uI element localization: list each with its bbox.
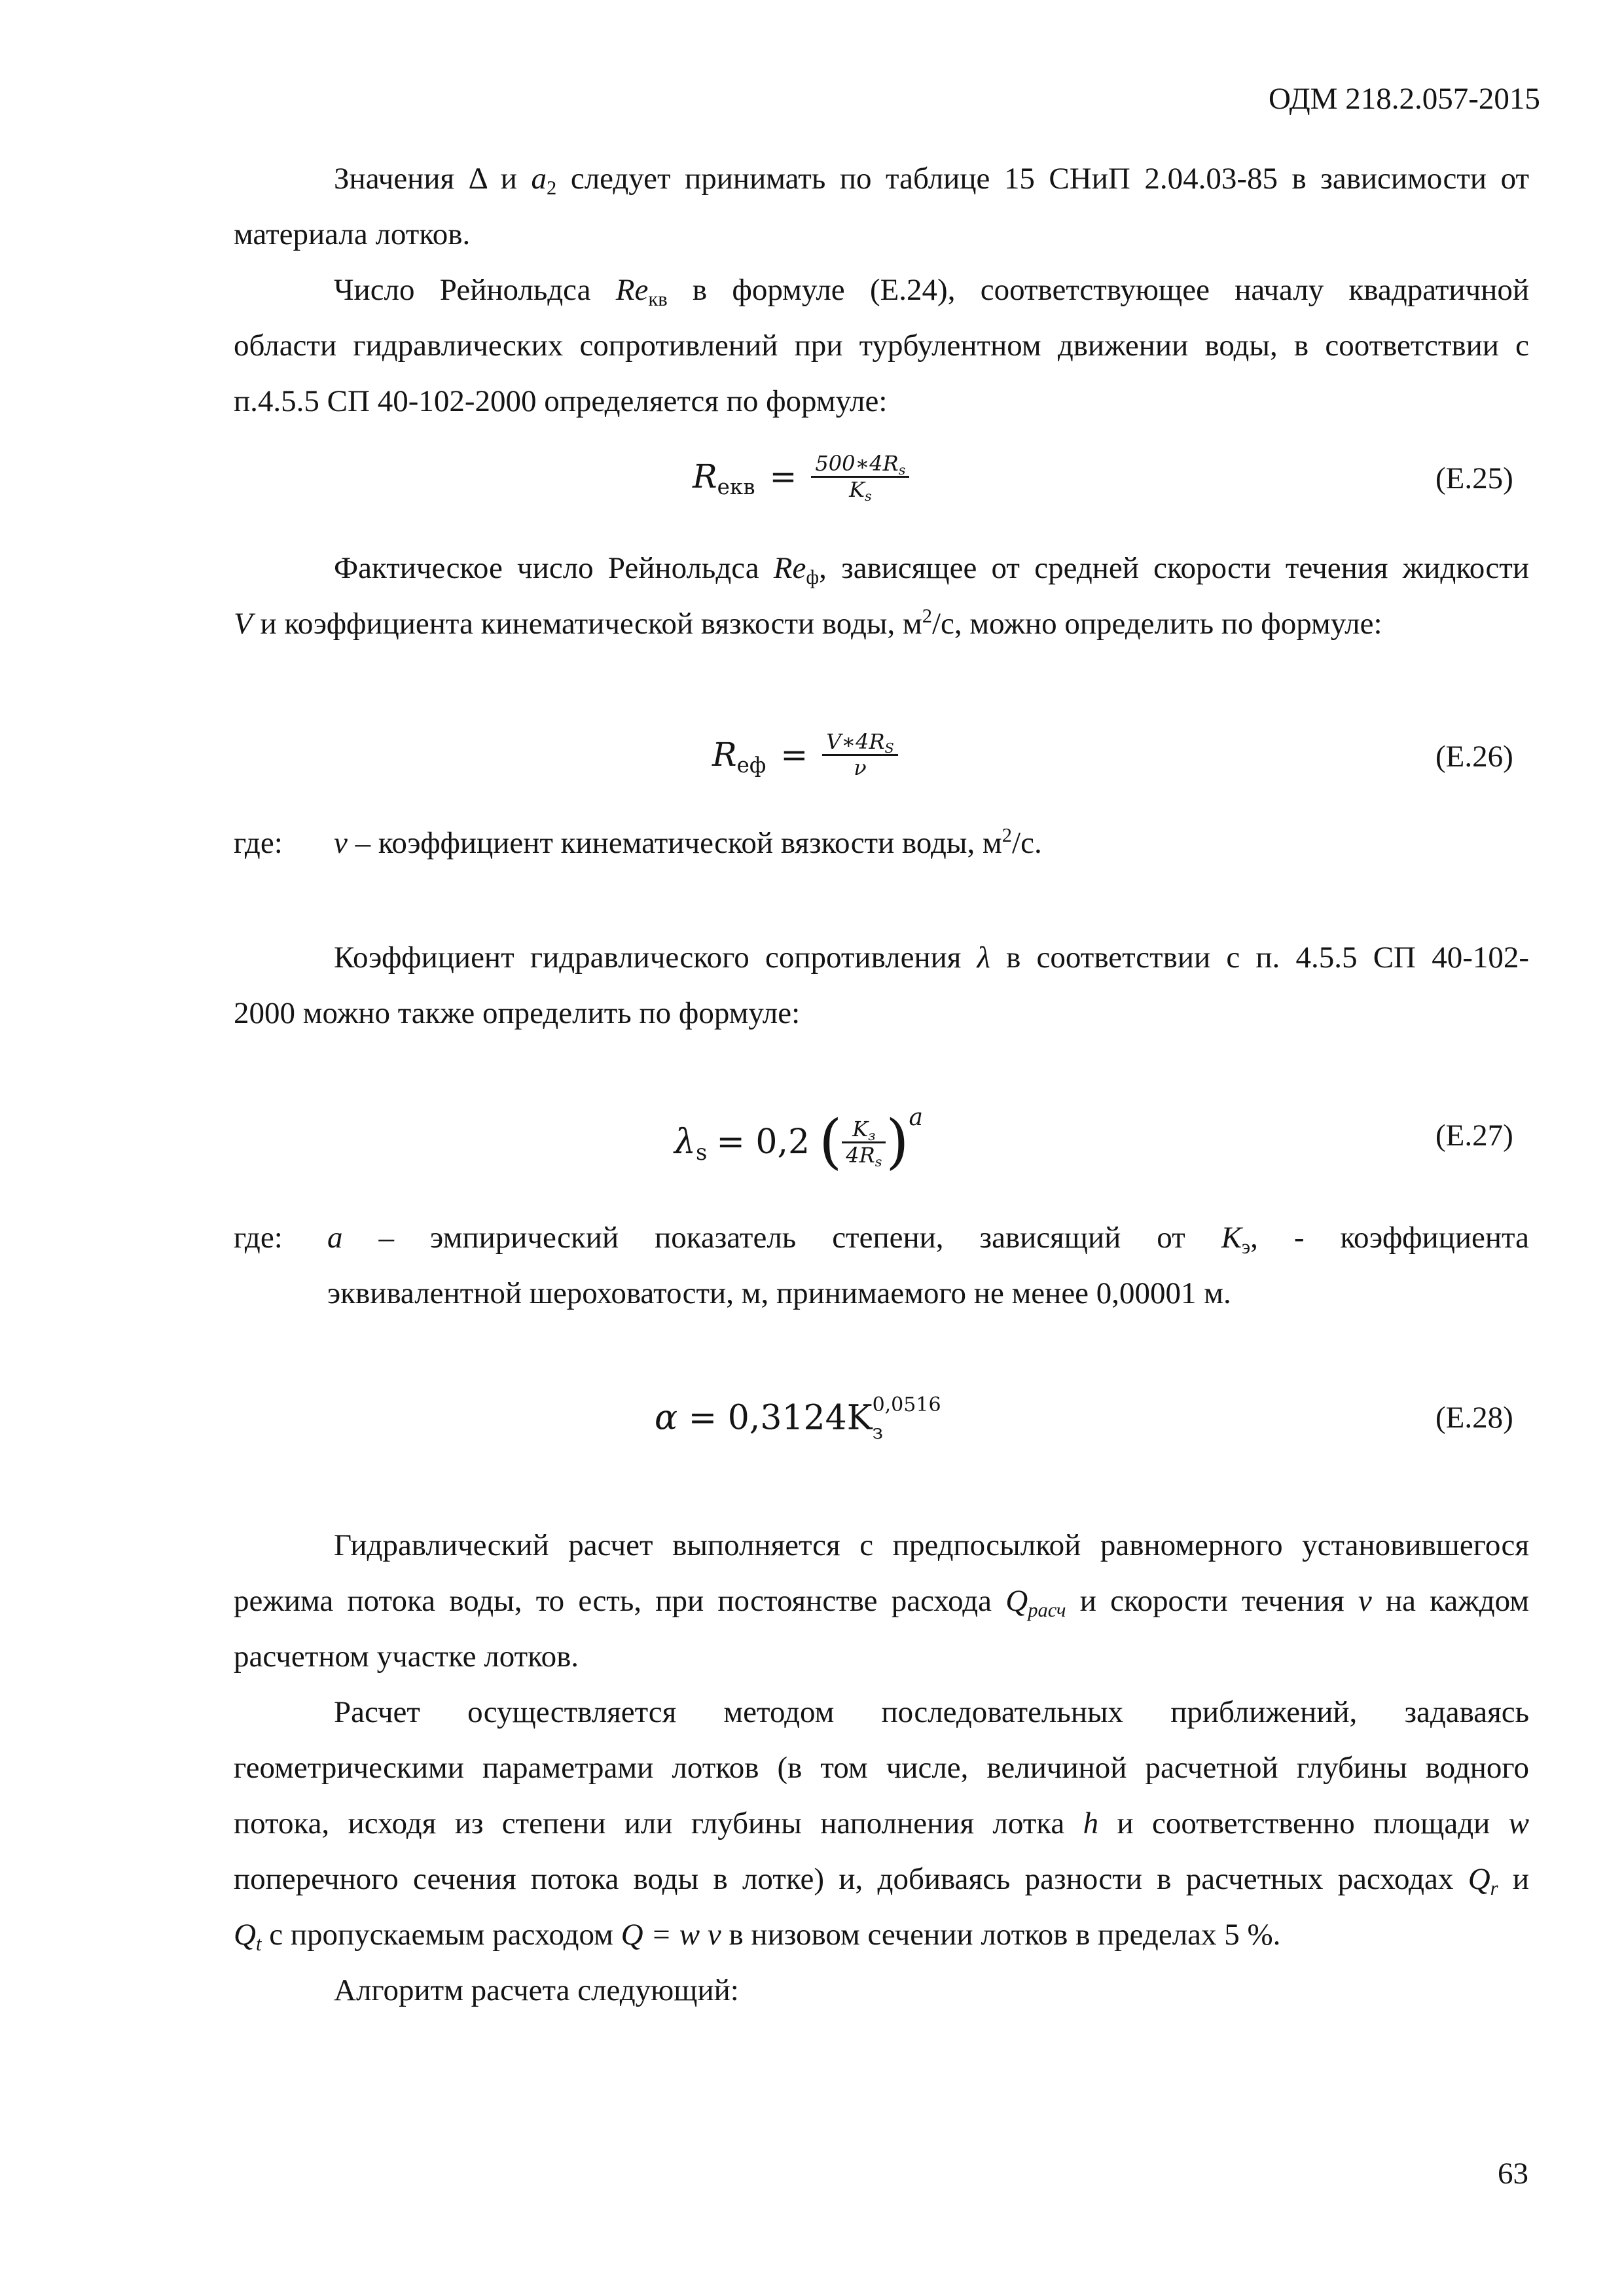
text: , зависящее от средней скорости течения жидкости — [819, 551, 1529, 585]
numerator: $500∗4R_s$ — [815, 451, 906, 478]
exponent: a — [909, 1103, 923, 1131]
equation-number-e25: (Е.25) — [1435, 461, 1513, 495]
where-definition-2-line-1 — [327, 1221, 1529, 1259]
equation-rhs: = 0,2 — [716, 1122, 810, 1162]
equation-e26 — [712, 730, 898, 780]
text: Значения Δ и — [334, 162, 532, 196]
paragraph-6-line-2: геометрическими параметрами лотков (в том числе, величиной расчетной глубины водного — [234, 1751, 1529, 1785]
text: /с. — [1012, 826, 1042, 860]
denominator: $4R_s$ — [846, 1142, 882, 1170]
text: /с, можно определить по формуле: — [931, 607, 1382, 641]
denominator: ν — [854, 755, 867, 780]
text: , - коэффициента — [1250, 1221, 1529, 1255]
parenthesized-fraction — [819, 1103, 923, 1176]
variable: V — [234, 607, 253, 641]
text: потока, исходя из степени или глубины наполнения лотка — [234, 1806, 1083, 1840]
variable: Re — [615, 273, 649, 307]
equation-lhs: $R_{eкв}$ — [693, 457, 755, 500]
text: следует принимать по таблице 15 СНиП 2.04.03-85 в зависимости от — [556, 162, 1529, 196]
paragraph-2-line-1 — [334, 273, 1529, 311]
text: в низовом сечении лотков в пределах 5 %. — [721, 1918, 1281, 1952]
equation-number-e27: (Е.27) — [1435, 1119, 1513, 1153]
where-label-1: где: — [234, 826, 283, 860]
text: режима потока воды, то есть, при постоянстве расхода — [234, 1584, 1006, 1618]
paragraph-3-line-1 — [334, 551, 1529, 589]
paragraph-2-line-3: п.4.5.5 СП 40-102-2000 определяется по формуле: — [234, 384, 888, 418]
text: и скорости течения — [1066, 1584, 1358, 1618]
equation-rhs: = 0,3124K — [688, 1398, 873, 1438]
paragraph-7-line-1: Алгоритм расчета следующий: — [334, 1973, 739, 2007]
fraction — [842, 1117, 886, 1168]
variable: Q — [1468, 1862, 1490, 1896]
subscript: ф — [806, 566, 820, 589]
paragraph-1-line-2: материала лотков. — [234, 217, 471, 251]
paragraph-5-line-2 — [234, 1584, 1529, 1622]
text: и коэффициента кинематической вязкости воды, м — [252, 607, 922, 641]
equals-sign: = — [780, 736, 808, 774]
left-paren: ( — [819, 1107, 842, 1176]
variable: λ — [977, 941, 990, 975]
where-definition-2-line-2: эквивалентной шероховатости, м, принимаемого не менее 0,00001 м. — [327, 1276, 1231, 1310]
variable: w — [1508, 1806, 1530, 1840]
text: – коэффициент кинематической вязкости воды, м — [347, 826, 1002, 860]
paragraph-4-line-1 — [334, 942, 1529, 973]
subscript: 2 — [547, 177, 557, 200]
page-number: 63 — [1498, 2157, 1528, 2191]
fraction — [822, 730, 898, 780]
subscript: расч — [1028, 1599, 1066, 1622]
text: в формуле (Е.24), соответствующее началу квадратичной — [667, 273, 1529, 307]
text: и — [1498, 1862, 1529, 1896]
paragraph-2-line-2: области гидравлических сопротивлений при турбулентном движении воды, в соответствии с — [234, 329, 1529, 363]
variable: h — [1083, 1806, 1099, 1840]
superscript: 2 — [1001, 824, 1013, 847]
superscript: 2 — [922, 605, 932, 628]
where-definition-1 — [334, 824, 1042, 860]
variable: Q — [234, 1918, 256, 1952]
subscript: э — [1242, 1236, 1251, 1259]
paragraph-4-line-2: 2000 можно также определить по формуле: — [234, 996, 801, 1030]
paragraph-6-line-1: Расчет осуществляется методом последовательных приближений, задаваясь — [334, 1695, 1529, 1729]
right-paren: ) — [886, 1107, 909, 1176]
text: Фактическое число Рейнольдса — [334, 551, 774, 585]
text: в соответствии с п. 4.5.5 СП 40-102- — [990, 941, 1529, 975]
paragraph-1-line-1 — [334, 162, 1529, 200]
document-code: ОДМ 218.2.057-2015 — [1269, 82, 1540, 116]
equation-e25 — [693, 451, 909, 505]
numerator: $V∗4R_S$ — [826, 729, 894, 757]
equation-number-e28: (Е.28) — [1435, 1401, 1513, 1435]
paragraph-6-line-3 — [234, 1808, 1529, 1839]
equation-e27 — [674, 1103, 923, 1176]
text: и соответственно площади — [1098, 1806, 1509, 1840]
paragraph-3-line-2 — [234, 605, 1382, 641]
equation-lhs: α — [655, 1398, 678, 1438]
equation-number-e26: (Е.26) — [1435, 740, 1513, 774]
where-label-2: где: — [234, 1221, 283, 1255]
equals-sign: = — [769, 457, 797, 496]
equation-lhs: $\lambda_s$ — [674, 1122, 708, 1166]
text: Число Рейнольдса — [334, 273, 616, 307]
fraction — [811, 451, 909, 505]
paragraph-6-line-4 — [234, 1862, 1529, 1900]
variable: a — [327, 1221, 343, 1255]
variable: Q — [1005, 1584, 1028, 1618]
sub-sup: 0,0516 з — [872, 1393, 941, 1444]
variable: K — [1221, 1221, 1242, 1255]
subscript: кв — [648, 288, 668, 311]
subscript: t — [255, 1933, 262, 1956]
variable: Q = w v — [621, 1918, 721, 1952]
text: с пропускаемым расходом — [261, 1918, 621, 1952]
variable: v — [1358, 1584, 1372, 1618]
text: на каждом — [1371, 1584, 1529, 1618]
text: Коэффициент гидравлического сопротивления — [334, 941, 977, 975]
paragraph-5-line-1: Гидравлический расчет выполняется с предпосылкой равномерного установившегося — [334, 1528, 1529, 1562]
equation-e28 — [655, 1393, 941, 1444]
text: поперечного сечения потока воды в лотке) и, добиваясь разности в расчетных расходах — [234, 1862, 1468, 1896]
paragraph-5-line-3: расчетном участке лотков. — [234, 1640, 579, 1674]
text: – эмпирический показатель степени, зависящий от — [342, 1221, 1221, 1255]
numerator: $K_з$ — [852, 1116, 876, 1143]
variable: a — [531, 162, 547, 196]
subscript: r — [1490, 1877, 1498, 1900]
variable: Re — [773, 551, 806, 585]
equation-lhs: $R_{eф}$ — [712, 736, 767, 778]
paragraph-6-line-5 — [234, 1918, 1281, 1956]
variable: ν — [334, 826, 348, 860]
denominator: $K_s$ — [849, 476, 872, 505]
